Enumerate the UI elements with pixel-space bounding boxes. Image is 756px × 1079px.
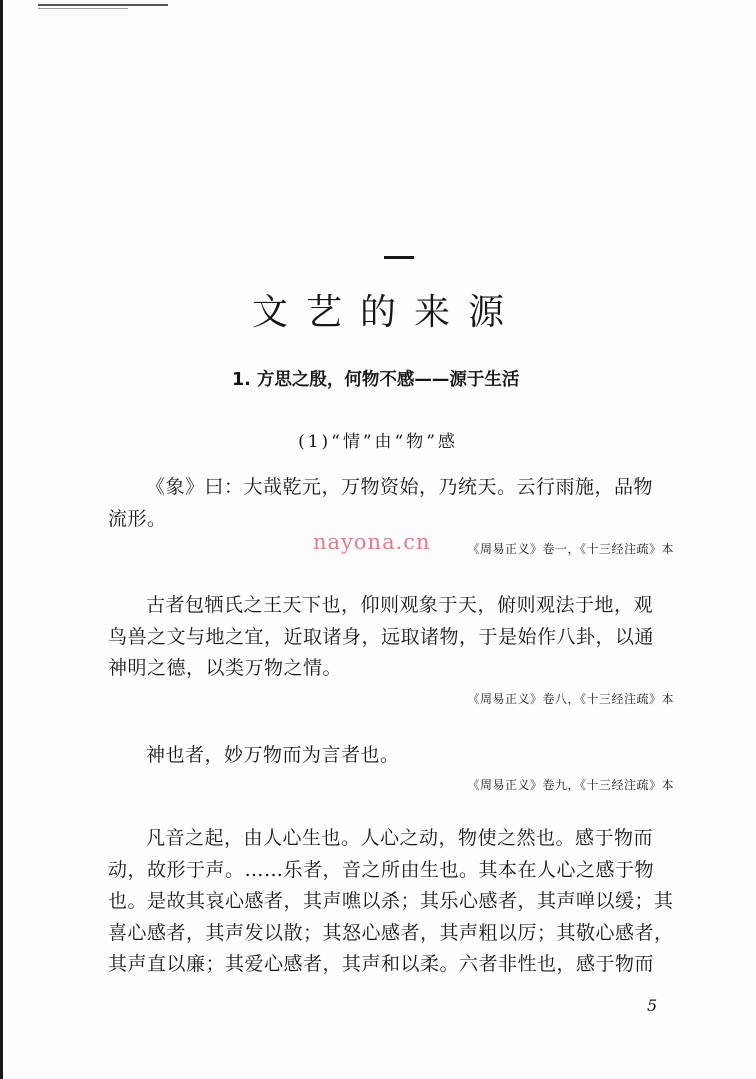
quote-paragraph-4 <box>108 823 678 981</box>
page-number: 5 <box>647 996 658 1015</box>
paragraph-line: 喜心感者，其声发以散；其怒心感者，其声粗以厉；其敬心感者， <box>108 921 674 944</box>
paragraph-line: 其声直以廉；其爱心感者，其声和以柔。六者非性也，感于物而 <box>108 953 655 975</box>
watermark: nayona.cn <box>313 530 431 554</box>
quote-paragraph-1 <box>108 472 678 535</box>
quote-paragraph-2 <box>108 590 678 685</box>
paragraph-line: 也。是故其哀心感者，其声噍以杀；其乐心感者，其声啴以缓；其 <box>108 890 674 912</box>
paragraph-line: 《象》曰：大哉乾元，万物资始，乃统天。云行雨施，品物 <box>146 476 654 498</box>
section-heading: 1. 方思之殷，何物不感——源于生活 <box>232 370 520 390</box>
paragraph-line: 古者包牺氏之王天下也，仰则观象于天，俯则观法于地，观 <box>146 594 654 616</box>
paragraph-line: 神明之德，以类万物之情。 <box>108 657 343 679</box>
quote-source-1: 《周易正义》卷一，《十三经注疏》本 <box>467 542 674 556</box>
quote-paragraph-3 <box>108 740 678 772</box>
chapter-title: 文艺的来源 <box>251 292 522 333</box>
subsection-heading: (1)“情”由“物”感 <box>298 432 458 452</box>
paragraph-line: 凡音之起，由人心生也。人心之动，物使之然也。感于物而 <box>146 827 654 849</box>
paragraph-line: 流形。 <box>108 507 167 530</box>
paragraph-line: 鸟兽之文与地之宜，近取诸身，远取诸物，于是始作八卦，以通 <box>108 625 655 648</box>
paragraph-line: 神也者，妙万物而为言者也。 <box>146 744 400 766</box>
quote-source-2: 《周易正义》卷八，《十三经注疏》本 <box>467 692 674 706</box>
top-rule-secondary <box>38 8 128 9</box>
quote-source-3: 《周易正义》卷九，《十三经注疏》本 <box>467 778 674 792</box>
paragraph-line: 动，故形于声。……乐者，音之所由生也。其本在人心之感于物 <box>108 858 655 881</box>
chapter-number <box>384 256 414 259</box>
top-rule <box>38 4 168 6</box>
page-edge <box>0 0 3 1079</box>
